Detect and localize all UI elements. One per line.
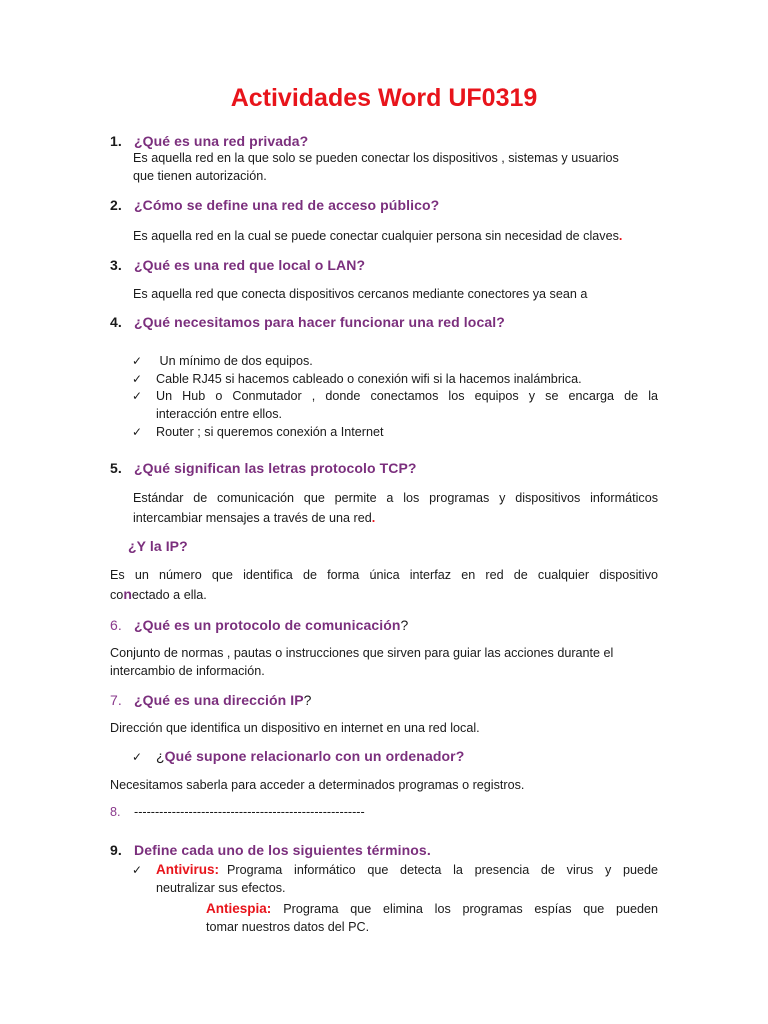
checkmark-icon: ✓ — [132, 389, 143, 403]
question-text: ¿Qué es una red privada? — [134, 133, 309, 149]
question-1 — [110, 133, 308, 149]
answer-ip-line-2: conectado a ella. — [110, 586, 207, 602]
question-text: ¿Qué es una red que local o LAN? — [134, 257, 366, 273]
term-antiespia: Antiespia: Programa que elimina los programas espías que pueden — [206, 901, 658, 916]
checkmark-icon: ✓ — [132, 425, 143, 439]
question-6: 6. ¿Qué es un protocolo de comunicación? — [110, 617, 409, 633]
answer-1-line-2: que tienen autorización. — [133, 169, 267, 183]
sub-answer-7: Necesitamos saberla para acceder a determinados programas o registros. — [110, 778, 525, 792]
answer-5-line-1: Estándar de comunicación que permite a los programas y dispositivos informáticos — [133, 491, 658, 505]
checkmark-icon: ✓ — [132, 354, 143, 368]
answer-2 — [133, 227, 622, 245]
question-ip: ¿Y la IP? — [128, 538, 188, 554]
red-period: . — [371, 511, 376, 525]
question-4 — [110, 314, 505, 330]
question-8 — [110, 803, 365, 821]
answer-text: Es aquella red en la cual se puede conectar cualquier persona sin necesidad de claves — [133, 229, 619, 243]
answer-6-line-2: intercambio de información. — [110, 664, 265, 678]
question-text: ¿Qué significan las letras protocolo TCP? — [134, 460, 417, 476]
question-number: 2. — [110, 197, 122, 213]
answer-1-line-1: Es aquella red en la que solo se pueden conectar los dispositivos , sistemas y usuarios — [133, 151, 619, 165]
list-item: ✓ Un mínimo de dos equipos. — [132, 354, 313, 368]
answer-3: Es aquella red que conecta dispositivos cercanos mediante conectores ya sean a — [133, 287, 588, 301]
question-number: 8. — [110, 805, 121, 819]
list-item: ✓ Router ; si queremos conexión a Internet — [132, 425, 384, 439]
term-antiespia-continuation: tomar nuestros datos del PC. — [206, 920, 370, 934]
term-antivirus-continuation: neutralizar sus efectos. — [156, 881, 286, 895]
dashed-line: ------------------------------------------------------- — [134, 805, 365, 819]
question-number: 5. — [110, 460, 122, 476]
checkmark-icon: ✓ — [132, 863, 143, 877]
term-label: Antiespia: — [206, 901, 272, 916]
question-7: 7. ¿Qué es una dirección IP? — [110, 692, 312, 708]
checkmark-icon: ✓ — [132, 750, 143, 764]
question-text: ¿Cómo se define una red de acceso público? — [134, 197, 440, 213]
answer-7: Dirección que identifica un dispositivo en internet en una red local. — [110, 721, 480, 735]
question-text: ¿Qué necesitamos para hacer funcionar una red local? — [134, 314, 505, 330]
question-number: 9. — [110, 842, 122, 858]
question-text: Define cada uno de los siguientes términos. — [134, 842, 431, 858]
term-antivirus: ✓ Antivirus: Programa informático que detecta la presencia de virus y puede — [132, 862, 658, 877]
term-label: Antivirus: — [156, 862, 220, 877]
question-2 — [110, 197, 439, 213]
list-item: ✓ Cable RJ45 si hacemos cableado o conexión wifi si la hacemos inalámbrica. — [132, 372, 582, 386]
list-item: ✓ Un Hub o Conmutador , donde conectamos los equipos y se encarga de la — [132, 389, 658, 403]
question-number: 4. — [110, 314, 122, 330]
answer-5-line-2: intercambiar mensajes a través de una red. — [133, 511, 376, 525]
question-number: 1. — [110, 133, 122, 149]
list-item-continuation: interacción entre ellos. — [156, 407, 283, 421]
question-3 — [110, 257, 365, 273]
checkmark-icon: ✓ — [132, 372, 143, 386]
question-5 — [110, 460, 417, 476]
question-number: 7. — [110, 692, 122, 708]
question-text: ¿Qué es una dirección IP — [134, 692, 304, 708]
answer-ip-line-1: Es un número que identifica de forma única interfaz en red de cualquier dispositivo — [110, 568, 658, 582]
question-9 — [110, 842, 431, 858]
page-title: Actividades Word UF0319 — [230, 84, 538, 112]
red-period: . — [618, 229, 623, 243]
question-number: 3. — [110, 257, 122, 273]
answer-6-line-1: Conjunto de normas , pautas o instrucciones que sirven para guiar las acciones durante el — [110, 646, 614, 660]
question-number: 6. — [110, 617, 122, 633]
sub-question-7: ✓ ¿Qué supone relacionarlo con un ordenador? — [132, 748, 465, 764]
question-text: ¿Qué es un protocolo de comunicación — [134, 617, 401, 633]
